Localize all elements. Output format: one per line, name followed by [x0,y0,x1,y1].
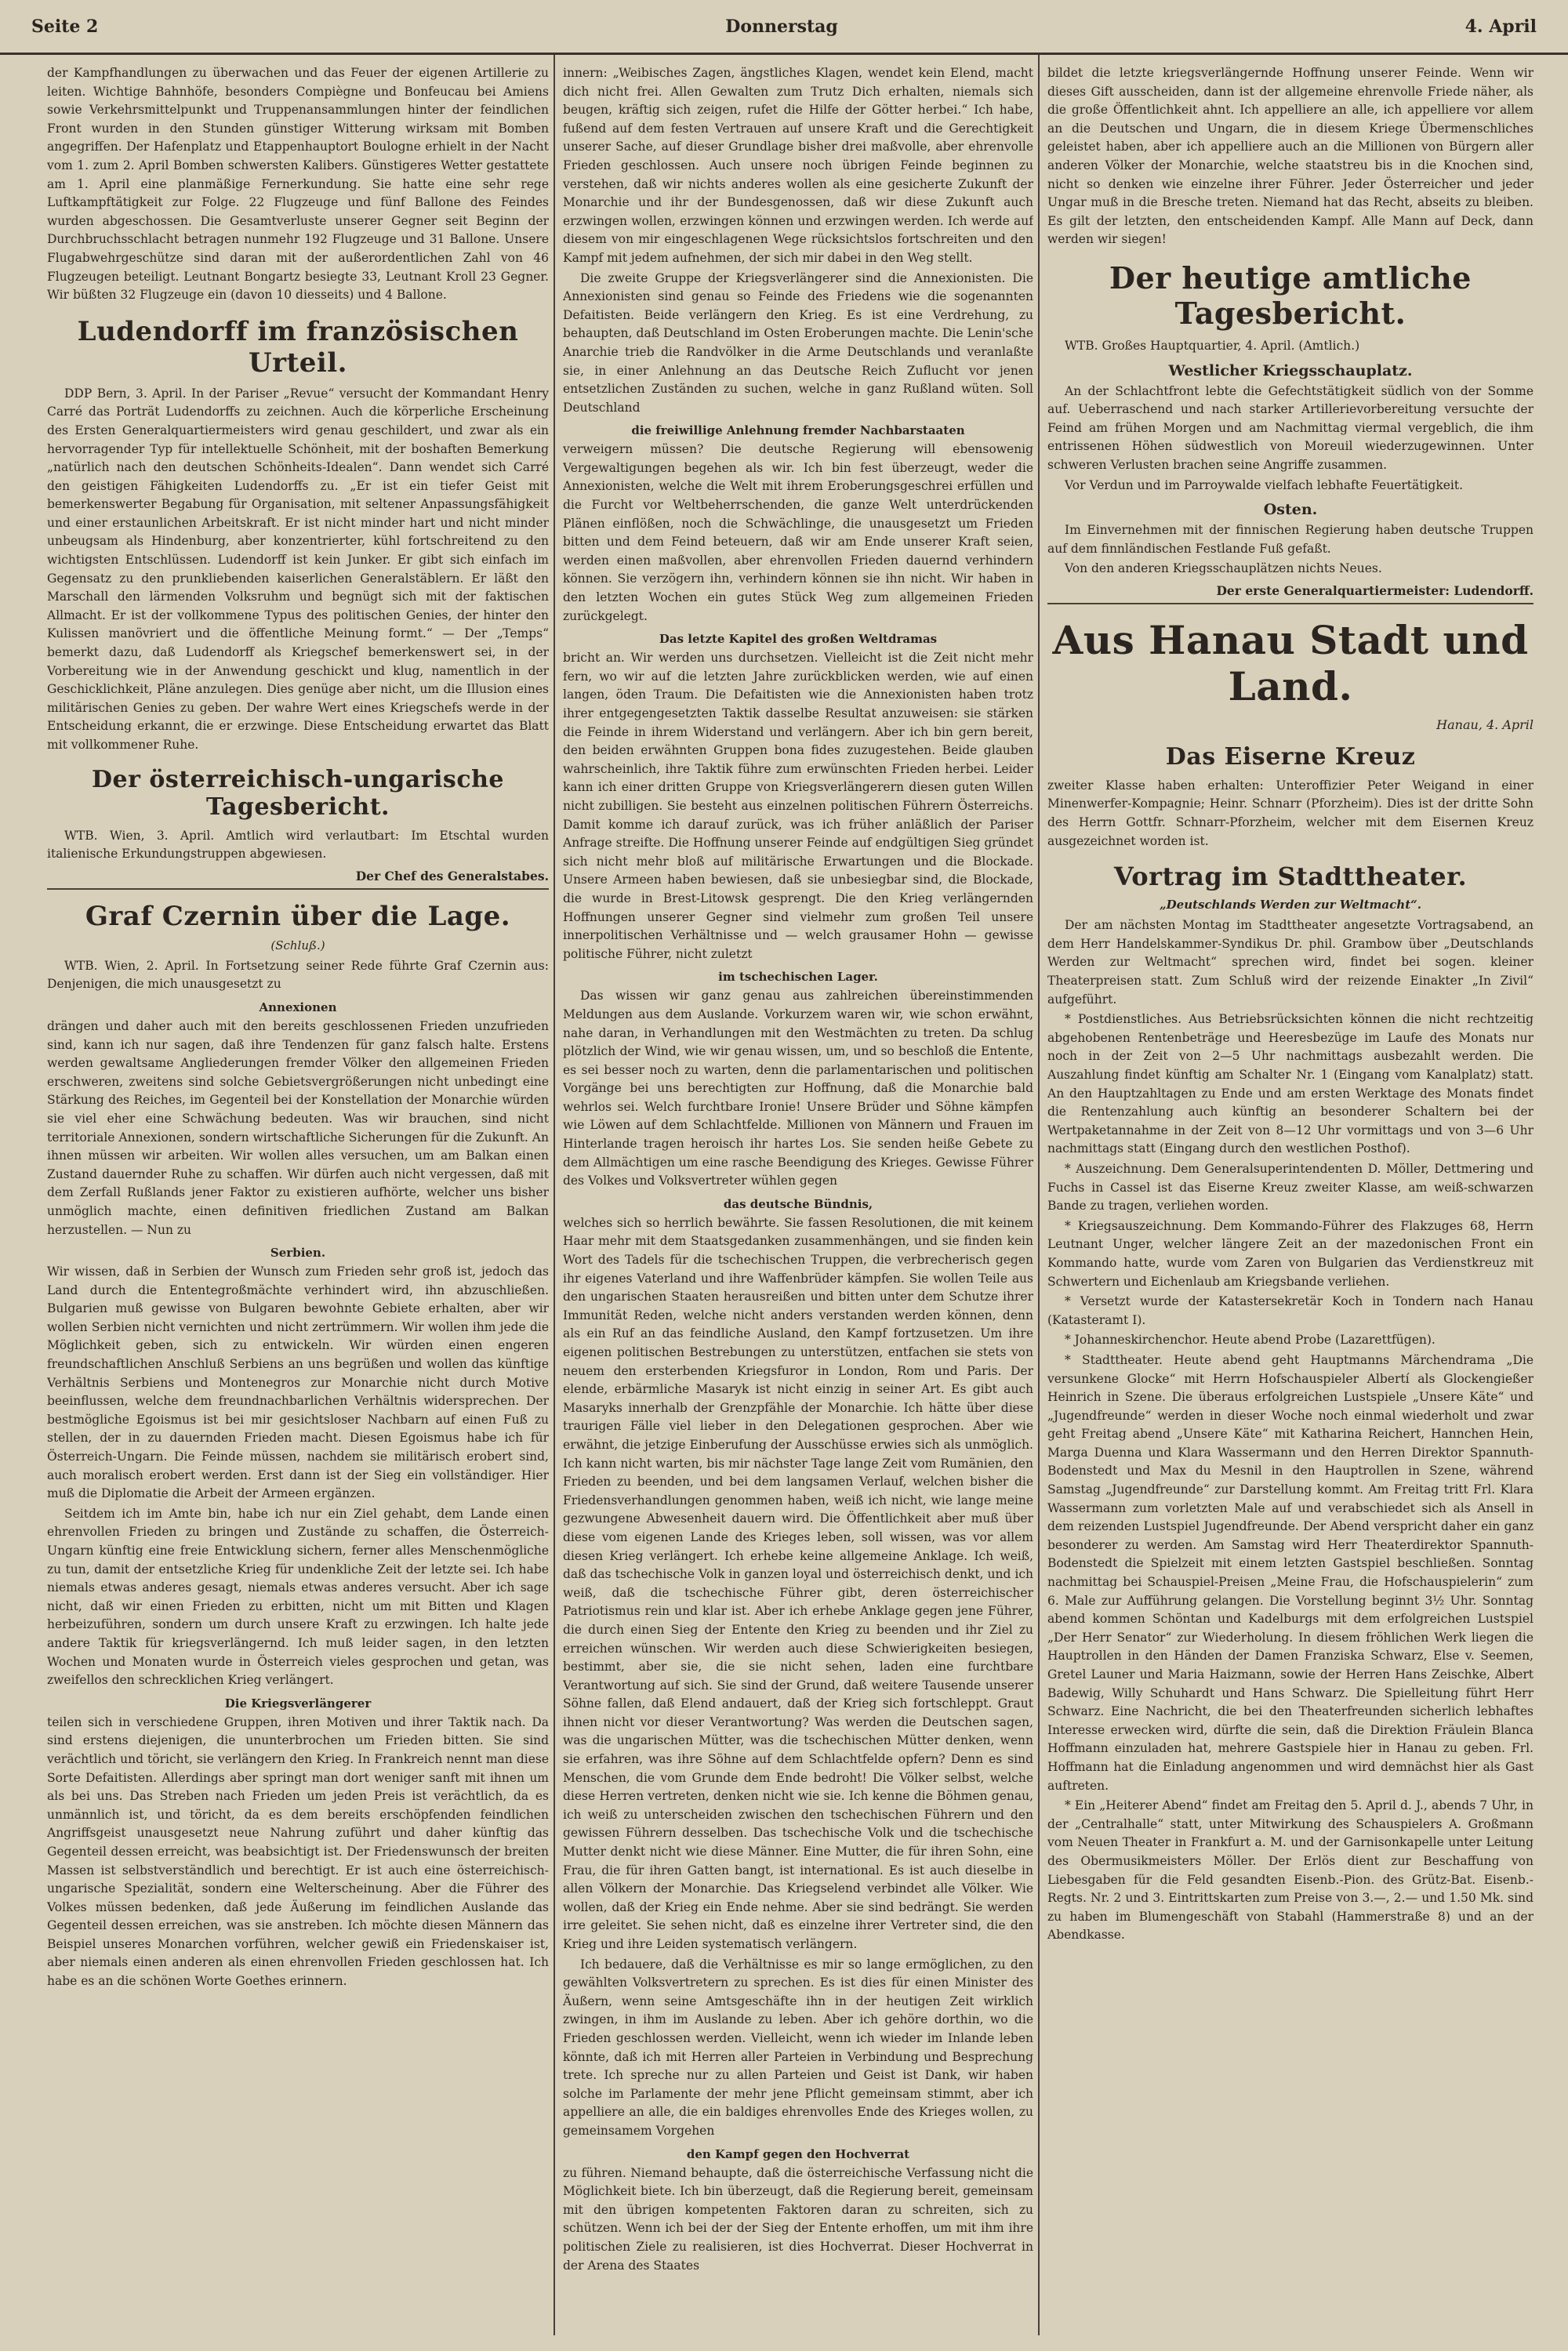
headline-tagesbericht: Der heutige amtliche Tagesbericht. [1109,259,1472,331]
article-text: WTB. Wien, 2. April. In Fortsetzung seiner Rede führte Graf Czernin aus: Denjenigen, die mich unausgesetzt zu [47,958,549,992]
article-text: DDP Bern, 3. April. In der Pariser „Revue“ versucht der Kommandant Henry Carré das Porträt Ludendorffs zu zeichnen. Auch die körperliche Erscheinung des Ersten Generalquartiermeisters wird genau geschildert, und zwar als ein hervorragender Typ für intellektuelle Schönheit, mit der boshaften Bemerkung „natürlich nach den deutschen Schönheits-Idealen“. Dann wendet sich Carré den geistigen Fähigkeiten Ludendorffs zu. „Er ist ein tiefer Geist mit bemerkenswerter Begabung für Organisation, mit seltener Anpassungsfähigkeit und einer erstaunlichen Arbeitskraft. Er ist nicht minder hart und nicht minder unbeugsam als Hindenburg, aber konzentrierter, kühl fortschreitend zu den wichtigsten Entschlüssen. Ludendorff ist kein Junker. Er gibt sich einfach im Gegensatz zu den prunkliebenden kaiserlichen Generalstäblern. Er läßt den Marschall den lärmenden Volksruhm und begnügt sich mit der faktischen Allmacht. Er ist der vollkommene Typus des politischen Genies, der hinter den Kulissen manövriert und die öffentliche Meinung formt.“ — Der „Temps“ bemerkt dazu, daß Ludendorff als Kriegschef bemerkenswert sei, in der Vorbereitung wie in der Anwendung geschickt und klug, namentlich in der Geschicklichkeit, Pläne anzulegen. Dies genüge aber nicht, um die Illusion eines militärischen Genies zu geben. Der wahre Wert eines Kriegschefs werde in der Entscheidung erkannt, die er erzwinge. Diese Entscheidung erwartet das Blatt mit vollkommener Ruhe. [47,386,549,752]
article-text: drängen und daher auch mit den bereits geschlossenen Frieden unzufrieden sind, kann ich nur sagen, daß ihre Tendenzen für ganz falsch halte. Erstens werden gewaltsame Angliederungen fremder Völker den allgemeinen Frieden erschweren, zweitens sind solche Gebietsvergrößerungen nicht unbedingt eine Stärkung des Reiches, im Gegenteil bei der Konstellation der Monarchie würden sie viel eher eine Schwächung bedeuten. Was wir brauchen, sind nicht territoriale Annexionen, sondern wirtschaftliche Sicherungen für die Zukunft. An ihnen müssen wir arbeiten. Wir wollen alles versuchen, um am Balkan einen Zustand dauernder Ruhe zu schaffen. Wir dürfen auch nicht vergessen, daß mit dem Zerfall Rußlands jener Faktor zu existieren aufhörte, welcher uns bisher unmöglich machte, einen definitiven friedlichen Zustand am Balkan herzustellen. — Nun zu [47,1018,549,1237]
news-item: * Stadttheater. Heute abend geht Hauptmanns Märchendrama „Die versunkene Glocke“ mit Herrn Hofschauspieler Albertí als Glockengießer Heinrich in Szene. Die überaus erfolgreichen Lustspiele „Unsere Käte“ und „Jugendfreunde“ werden in dieser Woche noch einmal wiederholt und zwar geht Freitag abend „Unsere Käte“ mit Katharina Reichert, Hannchen Hein, Marga Duenna und Klara Wassermann und den Herren Direktor Spannuth-Bodenstedt und Max du Mesnil in den Hauptrollen in Szene, während Samstag „Jugendfreunde“ zur Darstellung kommt. Am Freitag tritt Frl. Klara Wassermann zum vorletzten Male auf und verabschiedet sich als Ansell in dem reizenden Lustspiel Jugendfreunde. Der Abend verspricht daher ein ganz besonderer zu werden. Am Samstag wird Herr Theaterdirektor Spannuth-Bodenstedt die Spielzeit mit einem letzten Gastspiel beschließen. Sonntag nachmittag bei Schauspiel-Preisen „Meine Frau, die Hofschauspielerin“ zum 6. Male zur Aufführung gelangen. Die Vorstellung beginnt 3½ Uhr. Sonntag abend kommen Schöntan und Kadelburgs mit dem erfolgreichen Lustspiel „Der Herr Senator“ zur Wiederholung. In diesem fröhlichen Werk liegen die Hauptrollen in den Händen der Damen Franziska Schwarz, Else v. Seemen, Gretel Launer und Maria Haizmann, sowie der Herren Hans Zeischke, Albert Badewig, Willy Schuhardt und Hans Schwarz. Die Spielleitung führt Herr Schwarz. Eine Nachricht, die bei den Theaterfreunden sicherlich lebhaftes Interesse erwecken wird, dürfte die sein, daß die Direktion Fräulein Blanca Hoffmann einzuladen hat, mehrere Gastspiele hier in Hanau zu geben. Frl. Hoffmann hat die Einladung angenommen und wird demnächst hier als Gast auftreten. [1047,1352,1534,1793]
article-text: Von den anderen Kriegsschauplätzen nichts Neues. [1065,561,1382,576]
column-rule [1038,55,1040,2335]
headline-czernin: Graf Czernin über die Lage. [85,900,511,932]
headline-hanau: Aus Hanau Stadt und Land. [1052,616,1529,709]
article-text: innern: „Weibisches Zagen, ängstliches Klagen, wendet kein Elend, macht dich nicht frei. Allen Gewalten zum Trutz Dich erhalten, niemals sich beugen, kräftig sich zeigen, rufet die Hilfe der Götter herbei.“ Ich habe, fußend auf dem festen Vertrauen auf unsere Kraft und die Gerechtigkeit unserer Sache, auf dieser Grundlage bisher drei maßvolle, aber ehrenvolle Frieden geschlossen. Auch unsere noch übrigen Feinde beginnen zu verstehen, daß wir nichts anderes wollen als eine gesicherte Zukunft der Monarchie und ihr der Bundesgenossen, daß wir diese Zukunft auch erzwingen wollen, erzwingen können und erzwingen werden. Ich werde auf diesem von mir eingeschlagenen Wege rücksichtslos fortschreiten und den Kampf mit jedem aufnehmen, der sich mir dabei in den Weg stellt. [563,66,1033,265]
signature: Der erste Generalquartiermeister: Ludendorff. [1047,583,1534,604]
article-text: Wir wissen, daß in Serbien der Wunsch zum Frieden sehr groß ist, jedoch das Land durch die Ententegroßmächte verhindert wird, ihn abzuschließen. Bulgarien muß gewisse von Bulgaren bewohnte Gebiete erhalten, aber wir wollen Serbien nicht vernichten und nicht zertrümmern. Wir wollen ihm jede die Möglichkeit geben, sich zu entwickeln. Wir würden einen engeren freundschaftlichen Anschluß Serbiens an uns begrüßen und wollen das künftige Verhältnis Serbiens und Montenegros zur Monarchie nicht durch Motive beeinflussen, welche dem freundnachbarlichen Verhältnis widersprechen. Der bestmögliche Egoismus ist bei mir gesichtsloser Nachbarn auf einen Fuß zu stellen, der in zu dauernden Frieden macht. Diesen Egoismus habe ich für Österreich-Ungarn. Die Feinde müssen, nachdem sie militärisch erobert sind, auch moralisch erobert werden. Erst dann ist der Sieg ein vollständiger. Hier muß die Diplomatie die Arbeit der Armeen ergänzen. [47,1264,549,1501]
section-head: Serbien. [270,1246,326,1261]
article-text: bricht an. Wir werden uns durchsetzen. Vielleicht ist die Zeit nicht mehr fern, wo wir auf die letzten Jahre zurückblicken werden, wie auf einen langen, öden Traum. Die Defaitisten wie die Annexionisten haben trotz ihrer entgegengesetzten Taktik dasselbe Resultat anzuweisen: sie stärken die Feinde in ihrem Widerstand und verlängern. Aber ich bin gern bereit, den beiden erwähnten Gruppen bona fides zuzugestehen. Beide glauben wahrscheinlich, ihre Taktik führe zum erwünschten Frieden herbei. Leider kann ich einer dritten Gruppe von Kriegsverlängerern diesen guten Willen nicht zubilligen. Sie besteht aus einzelnen politischen Führern Österreichs. Damit komme ich darauf zurück, was ich früher anläßlich der Pariser Anfrage streifte. Die Hoffnung unserer Feinde auf endgültigen Sieg gründet sich nicht mehr bloß auf militärische Erwartungen und die Blockade. Unsere Armeen haben bewiesen, daß sie unbesiegbar sind, die Blockade, die wurde in Brest-Litowsk gesprengt. Die den Krieg verlängernden Hoffnungen unserer Gegner sind vielmehr zum großen Teil unsere innerpolitischen Verhältnisse und — welch grausamer Hohn — gewisse politische Führer, nicht zuletzt [563,651,1033,961]
section-head: Annexionen [259,1000,337,1014]
article-text: An der Schlachtfront lebte die Gefechtstätigkeit südlich von der Somme auf. Ueberraschend und nach starker Artillerievorbereitung versuchte der Feind am frühen Morgen und am Nachmittag viermal vergeblich, die ihm entrissenen Höhen südwestlich von Moreuil wiederzugewinnen. Unter schweren Verlusten brachen seine Angriffe zusammen. [1047,383,1534,472]
subtitle: „Deutschlands Werden zur Weltmacht“. [1160,898,1421,912]
section-head: im tschechischen Lager. [718,970,878,985]
section-head: Das letzte Kapitel des großen Weltdramas [659,632,938,647]
article-text: verweigern müssen? Die deutsche Regierung will ebensowenig Vergewaltigungen begehen als wir. Ich bin fest überzeugt, weder die Annexionisten, welche die Welt mit ihrem Eroberungsgeschrei erfüllen und die Furcht vor Weltbeherrschenden, die ganze Welt unterdrückenden Plänen einflößen, noch die Schwächlinge, die unausgesetzt um Frieden bitten und dem Feind beteuern, daß wir am Ende unserer Kraft seien, werden einen maßvollen, aber ehrenvollen Frieden dauernd verhindern können. Sie verzögern ihn, verhindern können sie ihn nicht. Wir haben in den letzten Wochen ein gutes Stück Weg zum allgemeinen Frieden zurückgelegt. [563,442,1033,623]
section-head: Westlicher Kriegsschauplatz. [1168,361,1413,379]
article-text: WTB. Wien, 3. April. Amtlich wird verlautbart: Im Etschtal wurden italienische Erkundungstruppen abgewiesen. [47,828,549,862]
article-text: Das wissen wir ganz genau aus zahlreichen übereinstimmenden Meldungen aus dem Auslande. Vorkurzem waren wir, wie schon erwähnt, nahe daran, in Verhandlungen mit den Westmächten zu treten. Da schlug plötzlich der Wind, wie wir genau wissen, um, und so beschloß die Entente, es sei besser noch zu warten, denn die parlamentarischen und politischen Vorgänge bei uns berechtigten zur Hoffnung, daß die Monarchie bald wehrlos sei. Welch furchtbare Ironie! Unsere Brüder und Söhne kämpfen wie Löwen auf dem Schlachtfelde. Millionen von Männern und Frauen im Hinterlande tragen heroisch ihr hartes Los. Sie senden heiße Gebete zu dem Allmächtigen um eine rasche Beendigung des Krieges. Gewisse Führer des Volkes und Volksvertreter wühlen gegen [563,989,1033,1188]
article-text: der Kampfhandlungen zu überwachen und das Feuer der eigenen Artillerie zu leiten. Wichtige Bahnhöfe, besonders Compiègne und Bonfeucau bei Amiens sowie Verkehrsmittelpunkt und Truppenansammlungen hinter der feindlichen Front wurden in den Stunden günstiger Witterung wirksam mit Bomben angegriffen. Der Hafenplatz und Etappenhauptort Boulogne erhielt in der Nacht vom 1. zum 2. April Bomben schwersten Kalibers. Günstigeres Wetter gestattete am 1. April eine planmäßige Fernerkundung. Sie hatte eine sehr rege Luftkampftätigkeit zur Folge. 22 Flugzeuge und fünf Ballone des Feindes wurden abgeschossen. Die Gesamtverluste unserer Gegner seit Beginn der Durchbruchsschlacht betragen nunmehr 192 Flugzeuge und 31 Ballone. Unsere Flugabwehrgeschütze sind daran mit der außerordentlichen Zahl von 46 Flugzeugen beteiligt. Leutnant Bongartz besiegte 33, Leutnant Kroll 23 Gegner. Wir büßten 32 Flugzeuge ein (davon 10 diesseits) und 4 Ballone. [47,66,549,303]
section-head: das deutsche Bündnis, [723,1196,873,1211]
news-item: * Versetzt wurde der Katastersekretär Koch in Tondern nach Hanau (Katasteramt I). [1047,1294,1534,1327]
section-head: Die Kriegsverlängerer [224,1696,372,1711]
page-header [0,0,1568,55]
news-item: * Ein „Heiterer Abend“ findet am Freitag den 5. April d. J., abends 7 Uhr, in der „Centralhalle“ statt, unter Mitwirkung des Schauspielers A. Großmann vom Neuen Theater in Frankfurt a. M. und der Garnisonkapelle unter Leitung des Obermusikmeisters Möller. Der Erlös dient zur Beschaffung von Liebesgaben für die Feld gesandten Eisenb.-Pion. des Grütz-Bat. Eisenb.-Regts. Nr. 2 und 3. Eintrittskarten zum Preise von 3.—, 2.— und 1.50 Mk. sind zu haben im Blumengeschäft von Stabahl (Hammerstraße 8) und an der Abendkasse. [1047,1798,1534,1943]
headline-eisernes-kreuz: Das Eiserne Kreuz [1165,742,1416,771]
headline-ludendorff: Ludendorff im französischen Urteil. [77,315,519,379]
article-text: zweiter Klasse haben erhalten: Unteroffizier Peter Weigand in einer Minenwerfer-Kompagnie; Heinr. Schnarr (Pforzheim). Dies ist der dritte Sohn des Herrn Gottfr. Schnarr-Pforzheim, welcher mit dem Eisernen Kreuz ausgezeichnet worden ist. [1047,778,1534,848]
news-item: * Auszeichnung. Dem Generalsuperintendenten D. Möller, Dettmering und Fuchs in Cassel ist das Eiserne Kreuz zweiter Klasse, am weiß-schwarzen Bande zu tragen, verliehen worden. [1047,1161,1534,1214]
article-text: Vor Verdun und im Parroywalde vielfach lebhafte Feuertätigkeit. [1065,477,1464,492]
column-rule [554,55,555,2335]
article-text: welches sich so herrlich bewährte. Sie fassen Resolutionen, die mit keinem Haar mehr mit dem Staatsgedanken zusammenhängen, und sie finden kein Wort des Tadels für die tschechischen Truppen, die verbrecherisch gegen ihr eigenes Vaterland und ihre Waffenbrüder kämpfen. Sie wollen Teile aus den ungarischen Staaten herausreißen und bitten unter dem Schutze ihrer Immunität Reden, welche nicht anders verstanden werden können, denn als ein Ruf an das feindliche Ausland, den Kampf fortzusetzen. Um ihre eigenen politischen Bestrebungen zu unterstützen, entfachen sie stets von neuem den ersterbenden Kriegsfuror in London, Rom und Paris. Der elende, erbärmliche Masaryk ist nicht einzig in seiner Art. Es gibt auch Masaryks innerhalb der Grenzpfähle der Monarchie. Ich hätte über diese traurigen Fälle viel lieber in den Delegationen gesprochen. Aber wie erwähnt, die jetzige Einberufung der Ausschüsse erwies sich als unmöglich. Ich kann nicht warten, bis mir nächster Tage lange Zeit vom Rumänien, den Frieden zu beenden, und bei dem langsamen Verlauf, welchen bisher die Friedensverhandlungen genommen haben, weiß ich nicht, wie lange meine gezwungene Abwesenheit dauern wird. Die Öffentlichkeit aber muß über diese vom eigenen Lande des Krieges leben, soll wissen, was vor allem diesen Krieg verlängert. Ich erhebe keine allgemeine Anklage. Ich weiß, daß das tschechische Volk in ganzen loyal und österreichisch denkt, und ich weiß, daß die tschechische Führer gibt, deren österreichischer Patriotismus rein und klar ist. Aber ich erhebe Anklage gegen jene Führer, die durch einen Sieg der Entente den Krieg zu beenden und ihr Ziel zu erreichen wünschen. Wir werden auch diese Schwierigkeiten besiegen, bestimmt, aber sie, die sie nicht sehen, laden eine furchtbare Verantwortung auf sich. Sie sind der Grund, daß weitere Tausende unserer Söhne fallen, daß Elend andauert, daß der Krieg sich fortschleppt. Graut ihnen nicht vor dieser Verantwortung? Was werden die Deutschen sagen, was die ungarischen Mütter, was die tschechischen Mütter denken, wenn sie erfahren, was ihre Söhne auf dem Schlachtfelde opfern? Denn es sind Menschen, die vom Grunde dem Ende bedroht! Die Völker selbst, welche diese Herren vertreten, denken nicht wie sie. Ich kenne die Böhmen genau, ich weiß zu unterscheiden zwischen den tschechischen Führern und den gewissen Führern desselben. Das tschechische Volk und die tschechische Mutter denkt nicht wie diese Männer. Eine Mutter, die für ihren Sohn, eine Frau, die für ihren Gatten bangt, ist international. Es ist auch dieselbe in allen Völkern der Monarchie. Das Kriegselend verbindet alle Völker. Wie wollen, daß der Krieg ein Ende nehme. Aber sie sind bedrängt. Sie werden irre geleitet. Sie sehen nicht, daß es einzelne ihrer Vertreter sind, die den Krieg und ihre Leiden systematisch verlängern. [563,1215,1033,1951]
section-head: den Kampf gegen den Hochverrat [686,2146,910,2161]
issue-date: 4. April [1465,16,1537,37]
column-2 [563,64,1033,2332]
headline-vortrag: Vortrag im Stadttheater. [1113,862,1468,892]
page-number: Seite 2 [31,16,99,37]
news-item: * Postdienstliches. Aus Betriebsrücksichten können die nicht rechtzeitig abgehobenen Rentenbeträge und Heeresbezüge im Laufe des Monats nur noch in der Zeit von 2—5 Uhr nachmittags ausbezahlt werden. Die Auszahlung findet künftig am Schalter Nr. 1 (Eingang vom Kanalplatz) statt. An den Hauptzahltagen zu Ende und am ersten Werktage des Monats findet die Rentenzahlung auch künftig an besonderer Schaltern bei der Wertpaketannahme in der Zeit von 8—12 Uhr vormittags und von 3—6 Uhr nachmittags statt (Eingang durch den westlichen Posthof). [1047,1012,1534,1156]
signature: Der Chef des Generalstabes. [47,869,549,890]
section-head: Osten. [1263,501,1318,519]
article-text: WTB. Großes Hauptquartier, 4. April. (Amtlich.) [1065,338,1360,353]
news-item: * Kriegsauszeichnung. Dem Kommando-Führer des Flakzuges 68, Herrn Leutnant Unger, welcher längere Zeit an der mazedonischen Front ein Kommando hatte, wurde vom Zaren von Bulgarien das Verdienstkreuz mit Schwertern und Eichenlaub am Kriegsbande verliehen. [1047,1218,1534,1289]
issue-day: Donnerstag [725,16,838,37]
article-text: zu führen. Niemand behaupte, daß die österreichische Verfassung nicht die Möglichkeit biete. Ich bin überzeugt, daß die Regierung bereit, gemeinsam mit den übrigen kompetenten Faktoren daran zu schreiten, sich zu schützen. Wenn ich bei der der Sieg der Entente erhoffen, um mit ihm ihre politischen Ziele zu realisieren, ist dies Hochverrat. Dieser Hochverrat in der Arena des Staates [563,2165,1033,2273]
news-item: * Johanneskirchenchor. Heute abend Probe (Lazarettfügen). [1065,1333,1436,1348]
article-text: Die zweite Gruppe der Kriegsverlängerer sind die Annexionisten. Die Annexionisten sind genau so Feinde des Friedens wie die sogenannten Defaitisten. Beide verlängern den Krieg. Es ist eine Verdrehung, zu behaupten, daß Deutschland im Osten Eroberungen machte. Die Lenin'sche Anarchie trieb die Randvölker in die Arme Deutschlands und veranlaßte sie, in einer Anlehnung an das Deutsche Reich Zuflucht vor jenen entsetzlichen Zuständen zu suchen, welche in ganz Rußland wüten. Soll Deutschland [563,270,1033,415]
dateline: Hanau, 4. April [1436,717,1534,732]
article-text: bildet die letzte kriegsverlängernde Hoffnung unserer Feinde. Wenn wir dieses Gift ausscheiden, dann ist der allgemeine ehrenvolle Friede näher, als die große Öffentlichkeit ahnt. Ich appelliere an alle, ich appelliere vor allem an die Deutschen und Ungarn, die in diesem Kriege Übermenschliches geleistet haben, aber ich appelliere auch an die Millionen von Bürgern aller anderen Völker der Monarchie, welche staatstreu bis in die Knochen sind, nicht so denken wie einzelne ihrer Führer. Jeder Österreicher und jeder Ungar muß in die Bresche treten. Niemand hat das Recht, abseits zu bleiben. Es gilt der letzten, den entscheidenden Kampf. Alle Mann auf Deck, dann werden wir siegen! [1047,66,1534,247]
column-3 [1047,64,1534,2332]
article-text: Im Einvernehmen mit der finnischen Regierung haben deutsche Truppen auf dem finnländischen Festlande Fuß gefaßt. [1047,523,1534,556]
article-text: teilen sich in verschiedene Gruppen, ihren Motiven und ihrer Taktik nach. Da sind erstens diejenigen, die ununterbrochen um Frieden bitten. Sie sind verächtlich und töricht, sie verlängern den Krieg. In Frankreich nennt man diese Sorte Defaitisten. Allerdings aber springt man dort weniger sanft mit ihnen um als bei uns. Das Streben nach Frieden um jeden Preis ist verächtlich, da es unmännlich ist, und töricht, da es dem bereits erschöpfenden feindlichen Angriffsgeist unausgesetzt neue Nahrung zuführt und daher künftig das Gegenteil dessen erreicht, was beabsichtigt ist. Der Friedenswunsch der breiten Massen ist selbstverständlich und berechtigt. Er ist auch eine österreichisch-ungarische Spezialität, sondern eine Welterscheinung. Aber die Führer des Volkes müssen bedenken, daß jede Äußerung im feindlichen Auslande das Gegenteil dessen erreichen, was sie anstreben. Ich möchte diesen Männern das Beispiel unseres Monarchen vorführen, welcher gewiß ein Friedenskaiser ist, aber niemals einen anderen als einen ehrenvollen Frieden geschlossen hat. Ich habe es an die schönen Worte Goethes erinnern. [47,1714,549,1989]
section-head: die freiwillige Anlehnung fremder Nachbarstaaten [631,423,965,438]
subtitle: (Schluß.) [270,938,325,952]
article-text: Ich bedauere, daß die Verhältnisse es mir so lange ermöglichen, zu den gewählten Volksvertretern zu sprechen. Es ist dies für einen Minister des Äußern, wenn seine Amtsgeschäfte ihn in der heutigen Zeit wirklich zwingen, in ihm im Auslande zu leben. Aber ich gehöre dorthin, wo die Frieden geschlossen werden. Vielleicht, wenn ich wieder im Inlande leben könnte, daß ich mit Herren aller Parteien in Verbindung und Besprechung trete. Ich spreche nur zu allen Parteien und Geist ist Dank, wir haben solche im Parlamente der mehr jene Pflicht gemeinsam stimmt, aber ich appelliere an alle, die ein baldiges ehrenvolles Ende des Krieges wollen, zu gemeinsamem Vorgehen [563,1957,1033,2138]
article-text: Der am nächsten Montag im Stadttheater angesetzte Vortragsabend, an dem Herr Handelskammer-Syndikus Dr. phil. Grambow über „Deutschlands Werden zur Weltmacht“ sprechen wird, findet bei sogen. kleiner Theaterpreisen statt. Zum Schluß wird der reizende Einakter „In Zivil“ aufgeführt. [1047,918,1534,1007]
column-1 [47,64,549,2332]
headline-oest-bericht: Der österreichisch-ungarische Tagesbericht. [92,765,504,821]
article-text: Seitdem ich im Amte bin, habe ich nur ein Ziel gehabt, dem Lande einen ehrenvollen Frieden zu bringen und Zustände zu schaffen, die Österreich-Ungarn künftig eine freie Entwicklung sichern, ferner alles Menschenmögliche zu tun, damit der entsetzliche Krieg für undenkliche Zeit der letzte sei. Ich habe niemals etwas anderes gesagt, niemals etwas anderes versucht. Aber ich sage nicht, daß wir einen Frieden zu erbitten, nicht um mit Bitten und Klagen herbeizuführen, sondern um durch unsere Kraft zu erzwingen. Ich halte jede andere Taktik für kriegsverlängernd. Ich muß leider sagen, in den letzten Wochen und Monaten wurde in Österreich vieles gesprochen und getan, was zweifellos den schrecklichen Krieg verlängert. [47,1506,549,1688]
